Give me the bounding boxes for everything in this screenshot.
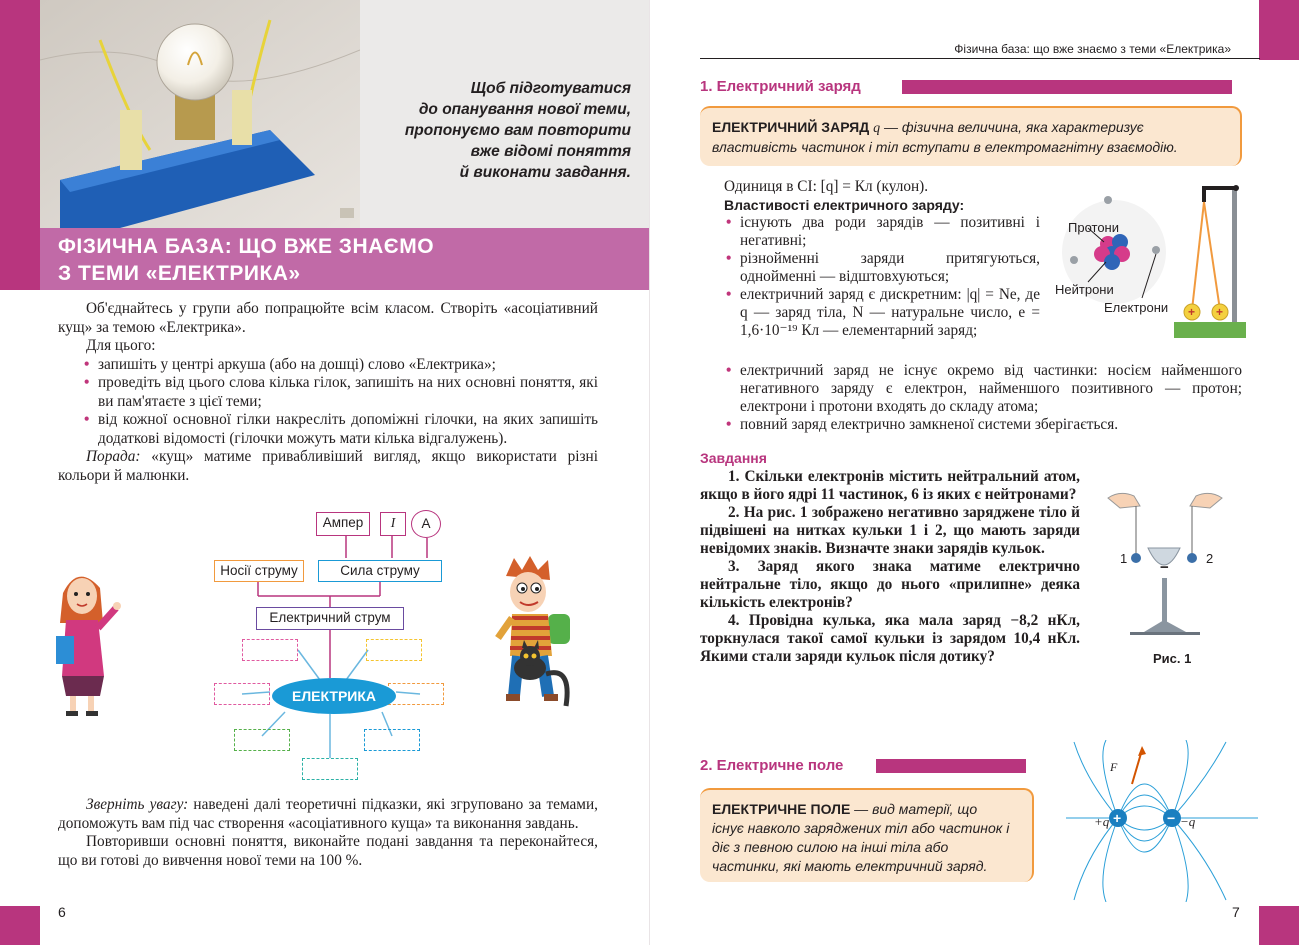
figure-1-ball-2-label: 2 bbox=[1206, 551, 1214, 566]
pendulum-illustration bbox=[1172, 184, 1246, 340]
mindmap-blank-box bbox=[366, 639, 422, 661]
mindmap-current-box: Електричний струм bbox=[256, 607, 404, 630]
paragraph: Для цього: bbox=[86, 337, 156, 354]
mindmap-center-ellipse: ЕЛЕКТРИКА bbox=[272, 678, 396, 714]
intro-line: й виконати завдання. bbox=[459, 164, 631, 181]
charge-properties bbox=[724, 178, 1040, 340]
tip-text: «кущ» матиме привабливіший вигляд, якщо використати різні кольори й малюнки. bbox=[58, 448, 598, 484]
figure-1-caption: Рис. 1 bbox=[1153, 651, 1192, 666]
field-label-plus-q: +q bbox=[1094, 814, 1110, 829]
label-neutrons: Нейтрони bbox=[1055, 282, 1114, 297]
task-item: 2. На рис. 1 зображено негативно заряджене тіло й підвішені на нитках кульки 1 і 2, що мають заряди невідомих знаків. Визначте знаки зарядів кульок. bbox=[700, 504, 1080, 557]
property-item: • повний заряд електрично замкненої системи зберігається. bbox=[724, 416, 1242, 434]
bullet-item: • від кожної основної гілки накресліть допоміжні гілочки, на яких запишіть додаткові відомості (гілочки можуть мати кілька відгалужень). bbox=[58, 411, 598, 448]
field-label-force: F bbox=[1110, 760, 1118, 774]
task-item: 4. Провідна кулька, яка мала заряд −8,2 нКл, торкнулася такої самої кульки із зарядом 10,4 нКл. Якими стали заряди кульок після дотику? bbox=[700, 612, 1080, 665]
tasks-title: Завдання bbox=[700, 450, 767, 466]
unit-line: Одиниця в СІ: [q] = Кл (кулон). bbox=[724, 178, 929, 195]
running-head-rule bbox=[700, 58, 1260, 59]
tip-label: Порада: bbox=[86, 448, 141, 465]
svg-text:+: + bbox=[1113, 810, 1122, 826]
note-paragraphs bbox=[58, 796, 598, 870]
charge-properties-cont bbox=[724, 362, 1242, 434]
properties-title: Властивості електричного заряду: bbox=[724, 197, 965, 213]
paragraph: Повторивши основні поняття, виконайте подані завдання та переконайтеся, що ви готові до вивчення нової теми на 100 %. bbox=[58, 833, 598, 869]
property-item: • електричний заряд є дискретним: |q| = Ne, де q — заряд тіла, N — натуральне число, e = 1,6·10⁻¹⁹ Кл — елементарний заряд; bbox=[724, 286, 1040, 340]
mindmap-ampere-box: Ампер bbox=[316, 512, 370, 536]
intro-line: вже відомі поняття bbox=[470, 143, 631, 160]
chapter-title-line: ФІЗИЧНА БАЗА: ЩО ВЖЕ ЗНАЄМО bbox=[58, 235, 435, 258]
mindmap-blank-box bbox=[302, 758, 358, 780]
svg-text:−: − bbox=[1167, 810, 1176, 826]
label-protons: Протони bbox=[1068, 220, 1119, 235]
definition-term: ЕЛЕКТРИЧНИЙ ЗАРЯД bbox=[712, 119, 870, 135]
note-label: Зверніть увагу: bbox=[86, 796, 189, 813]
definition-box bbox=[700, 106, 1242, 166]
definition-box bbox=[700, 788, 1034, 882]
definition-body: — вид матерії, що існує навколо заряджених тіл або частинок і діє з певною силою на інші тіла або частинки, які мають електричний заряд. bbox=[712, 801, 1010, 874]
field-label-minus-q: −q bbox=[1180, 814, 1196, 829]
mindmap-carriers-box: Носії струму bbox=[214, 560, 304, 582]
mindmap-blank-box bbox=[388, 683, 444, 705]
page-edge-footer-left bbox=[0, 906, 40, 945]
page-number-left: 6 bbox=[58, 904, 66, 920]
section-title: 1. Електричний заряд bbox=[700, 78, 861, 95]
chapter-title-line: З ТЕМИ «ЕЛЕКТРИКА» bbox=[58, 262, 301, 285]
page-number-right: 7 bbox=[1232, 904, 1240, 920]
mindmap-blank-box bbox=[214, 683, 270, 705]
mindmap-a-circle: A bbox=[411, 510, 441, 538]
bullet-item: • проведіть від цього слова кілька гілок, запишіть на них основні поняття, які ви пам'ятаєте з цієї теми; bbox=[58, 374, 598, 411]
definition-symbol: q bbox=[873, 121, 881, 136]
boy-cat-illustration bbox=[494, 556, 584, 716]
svg-text:+: + bbox=[1216, 305, 1224, 319]
note-paragraph bbox=[58, 796, 598, 833]
mindmap-blank-box bbox=[234, 729, 290, 751]
page-edge-footer-right bbox=[1259, 906, 1299, 945]
paragraph: Об'єднайтесь у групи або попрацюйте всім класом. Створіть «асоціативний кущ» за темою «Електрика». bbox=[58, 300, 598, 336]
page-gutter bbox=[649, 0, 650, 945]
running-head: Фізична база: що вже знаємо з теми «Електрика» bbox=[954, 42, 1231, 56]
page-edge-right bbox=[1259, 0, 1299, 60]
note-text: наведені далі теоретичні підказки, які згруповано за темами, допоможуть вам під час створення «асоціативного куща» та виконання завдань. bbox=[58, 796, 598, 832]
property-item: • електричний заряд не існує окремо від частинки: носієм найменшого негативного заряду є електрон, найменшого позитивного — протон; електрони і протони входять до складу атома; bbox=[724, 362, 1242, 416]
mindmap-blank-box bbox=[242, 639, 298, 661]
tasks-list bbox=[700, 468, 1080, 666]
definition-body: — фізична величина, яка характеризує властивість частинок і тіл вступати в електромагнітну взаємодію. bbox=[712, 119, 1178, 155]
intro-line: пропонуємо вам повторити bbox=[404, 122, 631, 139]
mindmap-i-box: I bbox=[380, 512, 406, 536]
girl-illustration bbox=[48, 568, 128, 718]
figure-1-minus-label: − bbox=[1160, 559, 1169, 576]
task-item: 1. Скільки електронів містить нейтральний атом, якщо в його ядрі 11 частинок, 6 із яких є нейтронами? bbox=[700, 468, 1080, 503]
mindmap-current-strength-box: Сила струму bbox=[318, 560, 442, 582]
section-bar bbox=[902, 80, 1232, 94]
property-item: • різнойменні заряди притягуються, однойменні — відштовхуються; bbox=[724, 250, 1040, 286]
definition-text bbox=[700, 108, 1240, 157]
task-item: 3. Заряд якого знака матиме електрично нейтральне тіло, якщо до нього «прилипне» деяка кількість електронів? bbox=[700, 558, 1080, 611]
section-title: 2. Електричне поле bbox=[700, 757, 844, 774]
intro-line: Щоб підготуватися bbox=[470, 80, 631, 97]
mindmap-blank-box bbox=[364, 729, 420, 751]
definition-term: ЕЛЕКТРИЧНЕ ПОЛЕ bbox=[712, 801, 851, 817]
figure-1-ball-1-label: 1 bbox=[1120, 551, 1128, 566]
definition-text bbox=[700, 790, 1032, 876]
svg-text:+: + bbox=[1188, 305, 1196, 319]
property-item: • існують два роди зарядів — позитивні і негативні; bbox=[724, 214, 1040, 250]
label-electrons: Електрони bbox=[1104, 300, 1169, 315]
section-bar bbox=[876, 759, 1026, 773]
bullet-item: • запишіть у центрі аркуша (або на дошці) слово «Електрика»; bbox=[58, 356, 598, 375]
intro-line: до опанування нової теми, bbox=[418, 101, 631, 118]
